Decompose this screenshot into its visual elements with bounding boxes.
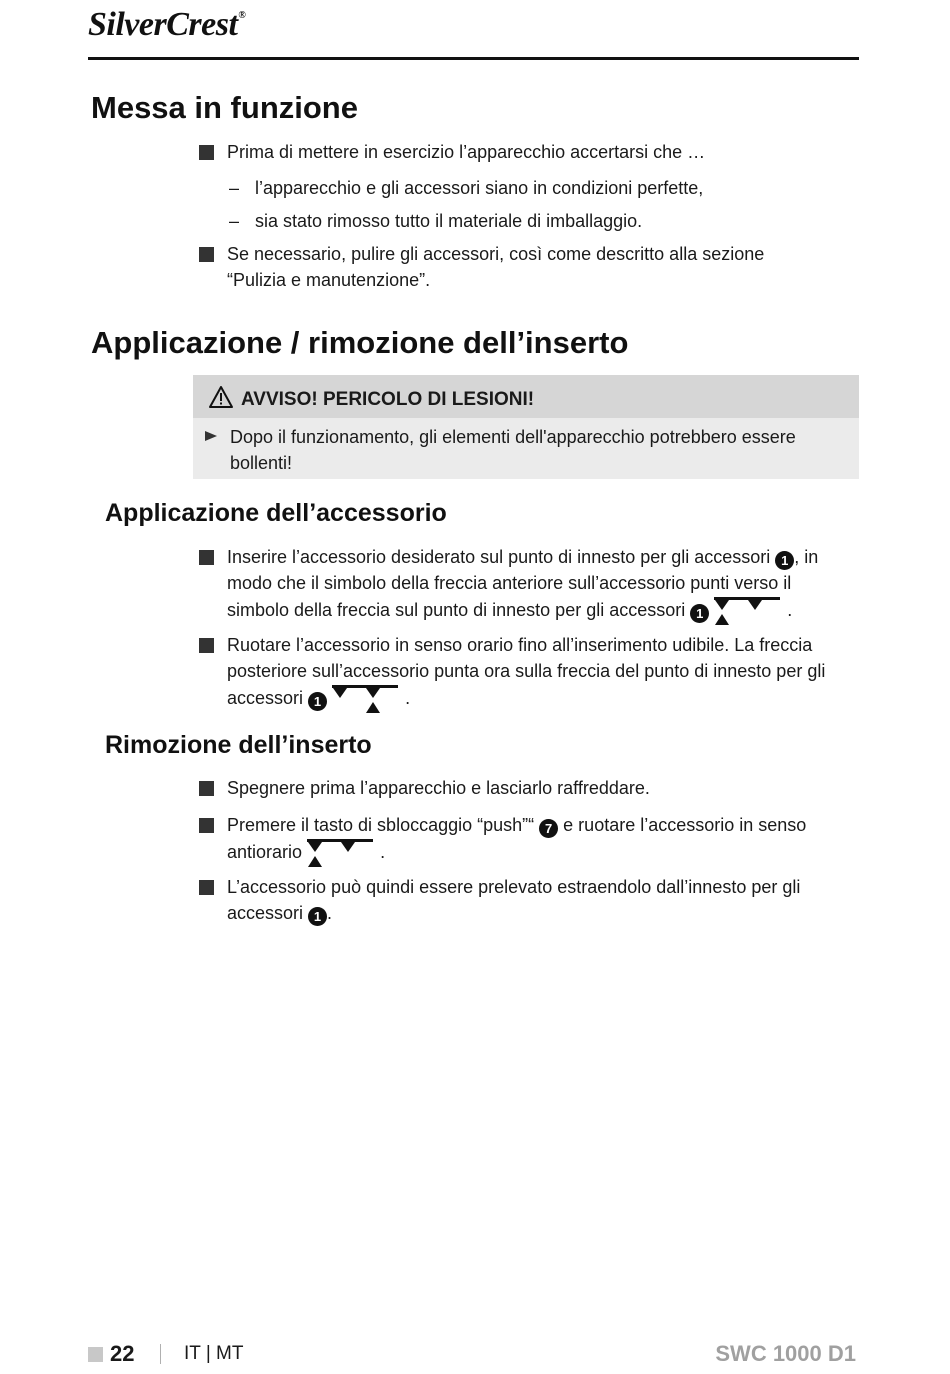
silvercrest-logo: SilverCrest® xyxy=(88,6,246,43)
page-number: 22 xyxy=(110,1341,135,1366)
warning-text: Dopo il funzionamento, gli elementi dell'apparecchio potrebbero essere bollenti! xyxy=(230,427,796,473)
sub-list-item: l’apparecchio e gli accessori siano in condizioni perfette, xyxy=(255,178,704,198)
footer-model: SWC 1000 D1 xyxy=(715,1341,856,1366)
ref-number-badge: 1 xyxy=(308,907,327,926)
arrow-alignment-icon xyxy=(332,684,400,714)
arrow-alignment-icon xyxy=(307,838,375,868)
ref-number-badge: 1 xyxy=(308,692,327,711)
heading-rimozione-inserto: Rimozione dell’inserto xyxy=(105,731,372,759)
ref-number-badge: 1 xyxy=(690,604,709,623)
list-item: Premere il tasto di sbloccaggio “push”“ 7 e ruotare l’accessorio in senso antiorario . xyxy=(227,812,852,868)
warning-header xyxy=(193,375,859,418)
arrow-alignment-icon xyxy=(714,596,782,626)
footer-square-icon xyxy=(88,1347,103,1362)
ref-number-badge: 7 xyxy=(539,819,558,838)
footer-divider xyxy=(160,1344,161,1364)
sub-list-item: sia stato rimosso tutto il materiale di imballaggio. xyxy=(255,211,643,231)
list-item: L’accessorio può quindi essere prelevato estraendolo dall’innesto per gli accessori 1 . xyxy=(227,877,801,924)
dash-icon: – xyxy=(229,211,240,231)
bullet-square-icon xyxy=(199,638,214,653)
heading-messa-in-funzione: Messa in funzione xyxy=(91,90,358,125)
header-rule xyxy=(88,57,859,60)
bullet-square-icon xyxy=(199,247,214,262)
footer-language: IT | MT xyxy=(184,1343,244,1364)
bullet-square-icon xyxy=(199,880,214,895)
list-item: Se necessario, pulire gli accessori, così come descritto alla sezione “Pulizia e manutenzione”. xyxy=(227,244,765,290)
bullet-square-icon xyxy=(199,550,214,565)
heading-applicazione-rimozione: Applicazione / rimozione dell’inserto xyxy=(91,325,629,360)
warning-box xyxy=(193,375,859,479)
bullet-square-icon xyxy=(199,145,214,160)
heading-applicazione-accessorio: Applicazione dell’accessorio xyxy=(105,499,447,527)
bullet-square-icon xyxy=(199,818,214,833)
list-item: Ruotare l’accessorio in senso orario fino all’inserimento udibile. La freccia posteriore sull’accessorio punta ora sulla freccia del punto di innesto per gli accessori 1 . xyxy=(227,632,852,714)
list-item: Prima di mettere in esercizio l’apparecchio accertarsi che … xyxy=(227,142,706,162)
arrow-right-icon xyxy=(204,430,218,442)
warning-heading: AVVISO! PERICOLO DI LESIONI! xyxy=(241,389,535,410)
warning-triangle-icon xyxy=(208,385,234,409)
list-item: Inserire l’accessorio desiderato sul punto di innesto per gli accessori 1 , in modo che il simbolo della freccia anteriore sull’accessorio punti verso il simbolo della freccia sul punto di innesto per gli accessori 1 . xyxy=(227,544,852,626)
dash-icon: – xyxy=(229,178,240,198)
bullet-square-icon xyxy=(199,781,214,796)
ref-number-badge: 1 xyxy=(775,551,794,570)
list-item: Spegnere prima l’apparecchio e lasciarlo raffreddare. xyxy=(227,778,650,798)
